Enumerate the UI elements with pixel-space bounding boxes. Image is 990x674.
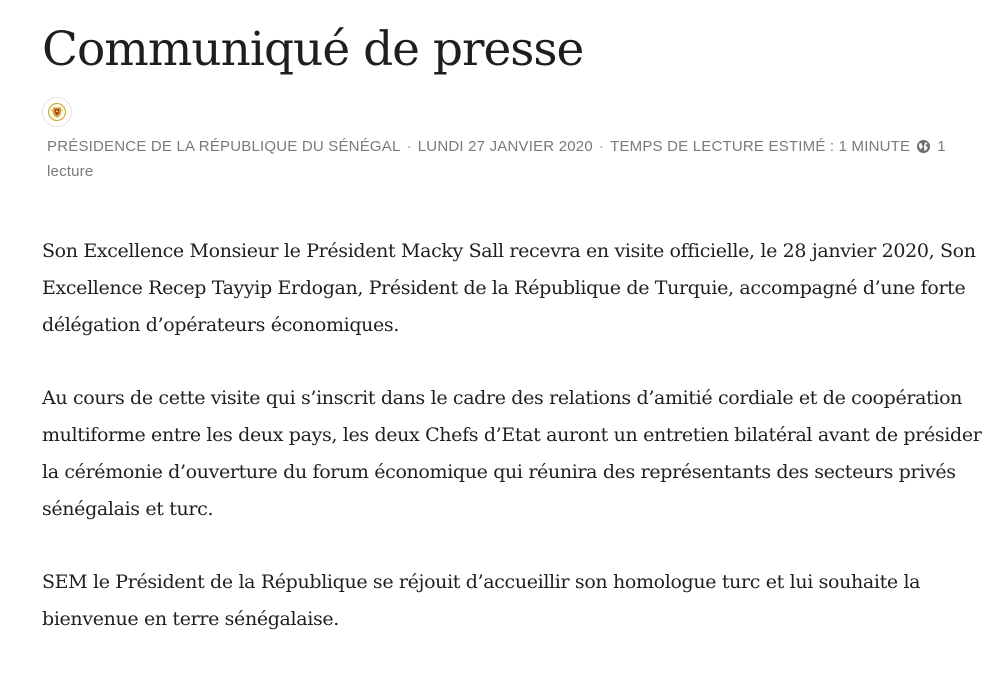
paragraph: Au cours de cette visite qui s’inscrit dans le cadre des relations d’amitié cordiale et de coopération multiforme entre les deux pays, les deux Chefs d’Etat auront un entretien bilatéral avant de présider la cérémonie d’ouverture du forum économique qui réunira des représentants des secteurs privés sénégalais et turc. [42,387,982,520]
article-body [42,233,982,674]
meta-separator: · [598,138,605,155]
views-count: 1 lecture [47,138,946,180]
publish-date: LUNDI 27 JANVIER 2020 [417,138,593,155]
paragraph: Son Excellence Monsieur le Président Macky Sall recevra en visite officielle, le 28 janvier 2020, Son Excellence Recep Tayyip Erdogan, Président de la République de Turquie, accompagné d’une forte délégation d’opérateurs économiques. [42,240,976,336]
reading-time: TEMPS DE LECTURE ESTIMÉ : 1 MINUTE [610,138,911,155]
paragraph: SEM le Président de la République se réjouit d’accueillir son homologue turc et lui souhaite la bienvenue en terre sénégalaise. [42,571,921,630]
author-avatar[interactable] [42,97,72,127]
senegal-presidency-seal-icon [47,102,67,122]
meta-separator: · [406,138,412,155]
author-link[interactable]: PRÉSIDENCE DE LA RÉPUBLIQUE DU SÉNÉGAL [47,138,401,155]
article-meta [47,136,947,183]
page-title: Communiqué de presse [42,22,584,77]
globe-icon [916,139,931,161]
